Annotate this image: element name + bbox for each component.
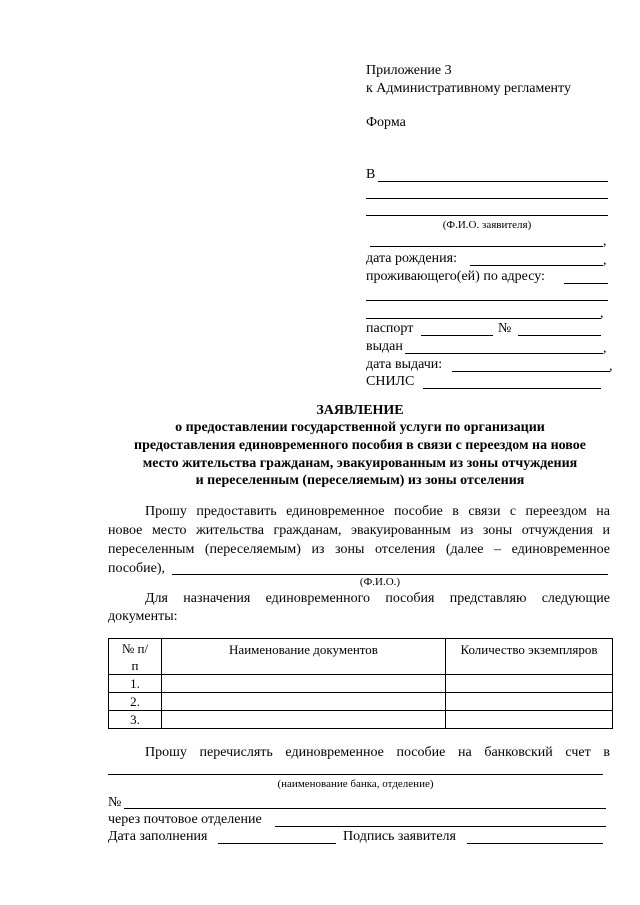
snils-field[interactable] [423,388,601,389]
header-num-label: № п/п [121,641,149,673]
passport-label: паспорт [366,321,414,336]
birth-date-field[interactable] [470,265,603,266]
para1-line-2: новое место жительства гражданам, эвакуированным из зоны отчуждения и [108,523,610,538]
account-number-sign: № [108,795,122,810]
fio-caption: (Ф.И.О.) [359,576,401,588]
residence-field[interactable] [564,283,608,284]
residence-field-2[interactable] [366,300,608,301]
to-field-line-2[interactable] [366,198,608,199]
fill-date-label: Дата заполнения [108,829,208,844]
row-doc-count[interactable] [446,675,613,693]
passport-series-field[interactable] [421,335,493,336]
fio-field[interactable] [172,574,608,575]
table-row [109,693,613,711]
fio-applicant-caption: (Ф.И.О. заявителя) [442,219,532,231]
fill-date-field[interactable] [218,843,336,844]
row-doc-name[interactable] [162,711,446,729]
issued-by-field[interactable] [405,353,603,354]
signature-field[interactable] [467,843,603,844]
row-num: 3. [109,711,162,729]
title-line-4: и переселенным (переселяемым) из зоны отселения [195,473,525,488]
appendix-label: Приложение 3 [366,63,452,78]
comma: , [609,359,613,374]
birth-date-label: дата рождения: [366,251,457,266]
documents-table [108,638,613,729]
row-doc-count[interactable] [446,711,613,729]
title-line-2: предоставления единовременного пособия в связи с переездом на новое [134,438,586,453]
table-header-row [109,639,613,675]
signature-label: Подпись заявителя [343,829,456,844]
table-row [109,675,613,693]
row-doc-name[interactable] [162,675,446,693]
issue-date-label: дата выдачи: [366,357,443,372]
comma: , [603,234,607,249]
post-office-label: через почтовое отделение [108,812,262,827]
row-doc-count[interactable] [446,693,613,711]
issue-date-field[interactable] [452,371,610,372]
comma: , [603,341,607,356]
para1-line-3: переселенным (переселяемым) из зоны отселения (далее – единовременное [108,542,610,557]
passport-number-sign: № [498,321,512,336]
row-num: 1. [109,675,162,693]
snils-label: СНИЛС [366,374,415,389]
fio-field-line[interactable] [370,246,603,247]
regulation-label: к Административному регламенту [366,81,571,96]
para2-line-1: Для назначения единовременного пособия представляю следующие [145,591,610,606]
title-line-3: место жительства гражданам, эвакуированным из зоны отчуждения [142,456,578,471]
form-label: Форма [366,115,406,130]
account-number-field[interactable] [124,808,606,809]
comma: , [603,253,607,268]
header-num [109,639,162,675]
residence-label: проживающего(ей) по адресу: [366,269,545,284]
header-name: Наименование документов [162,639,446,675]
bank-caption: (наименование банка, отделение) [277,778,434,790]
para1-line-1: Прошу предоставить единовременное пособие в связи с переездом на [145,504,610,519]
table-row [109,711,613,729]
issued-by-label: выдан [366,339,403,354]
to-field-line[interactable] [378,181,608,182]
para2-line-2: документы: [108,609,178,624]
residence-field-3[interactable] [366,318,601,319]
bank-field[interactable] [108,774,603,775]
to-prefix: В [366,167,376,182]
to-field-line-3[interactable] [366,215,608,216]
header-count: Количество экземпляров [446,639,613,675]
row-doc-name[interactable] [162,693,446,711]
title-line-1: о предоставлении государственной услуги по организации [175,420,545,435]
transfer-text: Прошу перечислять единовременное пособие на банковский счет в [145,745,610,760]
para1-line-4: пособие), [108,561,166,576]
post-office-field[interactable] [275,826,606,827]
passport-number-field[interactable] [518,335,601,336]
row-num: 2. [109,693,162,711]
document-title: ЗАЯВЛЕНИЕ [316,403,404,418]
comma: , [600,306,604,321]
